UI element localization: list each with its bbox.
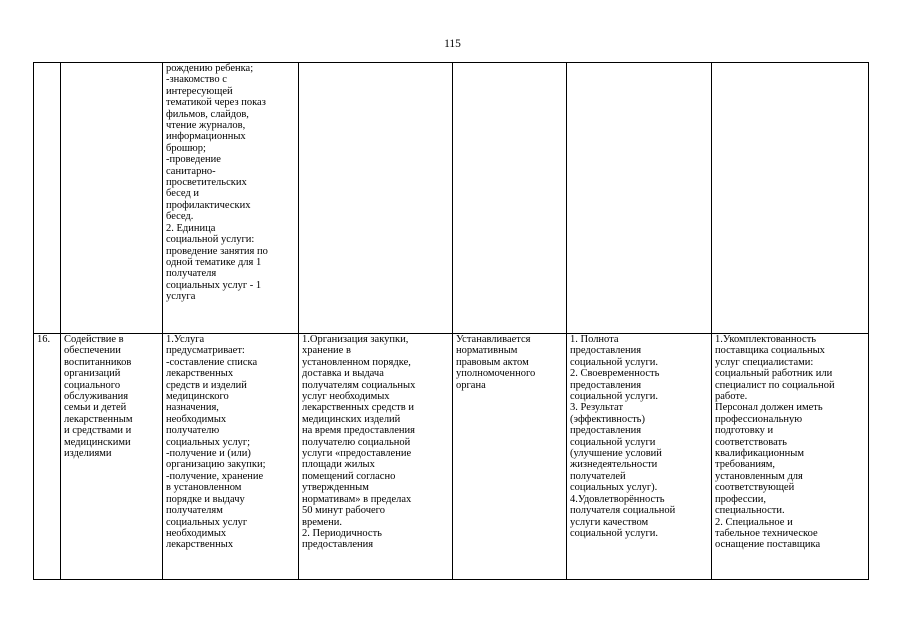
cell-cost-norm [453, 334, 567, 580]
text-line: табельное техническое [715, 527, 818, 539]
text-line: бесед и [166, 188, 200, 200]
text-line: фильмов, слайдов, [166, 108, 249, 120]
cell-service-name [61, 63, 163, 334]
cell-quality-indicators [567, 63, 712, 334]
text-line: услуги качеством [570, 516, 649, 528]
text-line: помещений согласно [302, 470, 396, 482]
text-line: жизнедеятельности [570, 459, 658, 471]
text-line: рождению ребенка; [166, 63, 254, 74]
text-line: 1.Организация закупки, [302, 334, 409, 345]
text-line: организаций [64, 368, 121, 380]
cell-number: 16. [34, 334, 61, 580]
text-line: нормативам» в пределах [302, 493, 412, 505]
text-line: предоставления [570, 379, 642, 391]
text-line: социальной услуги. [570, 391, 658, 403]
text-line: специальности. [715, 505, 785, 517]
text-line: нормативным [456, 345, 518, 357]
text-line: 50 минут рабочего [302, 505, 385, 517]
text-line: Персонал должен иметь [715, 402, 823, 414]
text-line: социальных услуг). [570, 482, 658, 494]
text-line: получателей [570, 470, 626, 482]
text-line: воспитанников [64, 356, 132, 368]
text-line: семьи и детей [64, 402, 127, 414]
text-line: работе. [715, 391, 748, 403]
text-line: поставщика социальных [715, 345, 825, 357]
text-line: лекарственным [64, 413, 133, 425]
text-line: получателям [166, 505, 223, 517]
text-line: 3. Результат [570, 402, 624, 414]
cell-conditions [712, 334, 869, 580]
page-number: 115 [444, 38, 461, 50]
cell-cost-norm [453, 63, 567, 334]
text-line: установленным для [715, 470, 803, 482]
text-line: необходимых [166, 413, 227, 425]
cell-service-content [163, 334, 299, 580]
text-line: 1. Полнота [570, 334, 619, 345]
table-row [34, 63, 869, 334]
cell-procedure [299, 63, 453, 334]
text-line: санитарно- [166, 165, 216, 177]
text-line: тематикой через показ [166, 97, 266, 109]
text-line: одной тематике для 1 [166, 256, 262, 268]
text-line: 4.Удовлетворённость [570, 493, 665, 505]
text-line: профилактических [166, 199, 251, 211]
text-line: 2. Единица [166, 222, 216, 234]
text-line: уполномоченного [456, 368, 536, 380]
text-line: доставка и выдача [302, 368, 384, 380]
text-line: услуг необходимых [302, 391, 390, 403]
cell-conditions [712, 63, 869, 334]
text-line: -проведение [166, 154, 221, 166]
text-line: назначения, [166, 402, 219, 414]
text-line: порядке и выдачу [166, 493, 245, 505]
text-line: специалист по социальной [715, 379, 835, 391]
cell-quality-indicators [567, 334, 712, 580]
text-line: получателю [166, 425, 220, 437]
text-line: информационных [166, 131, 246, 143]
text-line: лекарственных средств и [302, 402, 414, 414]
text-line: предоставления [302, 539, 374, 551]
text-line: на время предоставления [302, 425, 415, 437]
text-line: утвержденным [302, 482, 369, 494]
text-line: просветительских [166, 177, 247, 189]
text-line: услуга [166, 291, 196, 303]
text-line: социальных услуг [166, 516, 248, 528]
text-line: лекарственных [166, 368, 234, 380]
text-line: 2. Своевременность [570, 368, 660, 380]
services-table [33, 62, 869, 580]
text-line: проведение занятия по [166, 245, 268, 257]
text-line: услуги «предоставление [302, 448, 412, 460]
text-line: медицинских изделий [302, 413, 401, 425]
text-line: требованиям, [715, 459, 776, 471]
text-line: социальной услуги. [570, 527, 658, 539]
text-line: в установленном [166, 482, 242, 494]
text-line: органа [456, 379, 486, 391]
text-line: хранение в [302, 345, 351, 357]
text-line: услуг специалистами: [715, 356, 814, 368]
text-line: чтение журналов, [166, 120, 246, 132]
text-line: профессии, [715, 493, 767, 505]
text-line: 2. Специальное и [715, 516, 793, 528]
text-line: медицинского [166, 391, 229, 403]
text-line: социальной услуги [570, 436, 656, 448]
text-line: получателя социальной [570, 505, 676, 517]
text-line: средств и изделий [166, 379, 247, 391]
text-line: -получение, хранение [166, 470, 264, 482]
text-line: предоставления [570, 345, 642, 357]
cell-service-name [61, 334, 163, 580]
text-line: -получение и (или) [166, 448, 251, 460]
text-line: 1.Укомплектованность [715, 334, 817, 345]
text-line: Устанавливается [456, 334, 531, 345]
text-line: лекарственных [166, 539, 234, 551]
text-line: предоставления [570, 425, 642, 437]
text-line: предусматривает: [166, 345, 245, 357]
text-line: социальной услуги: [166, 234, 255, 246]
text-line: обеспечении [64, 345, 121, 357]
text-line: медицинскими [64, 436, 131, 448]
text-line: социального [64, 379, 121, 391]
text-line: организацию закупки; [166, 459, 266, 471]
text-line: -составление списка [166, 356, 258, 368]
text-line: соответствующей [715, 482, 795, 494]
text-line: подготовку и [715, 425, 774, 437]
text-line: площади жилых [302, 459, 375, 471]
text-line: и средствами и [64, 425, 132, 437]
text-line: изделиями [64, 448, 112, 460]
text-line: 1.Услуга [166, 334, 205, 345]
table-row [34, 334, 869, 580]
text-line: профессиональную [715, 413, 803, 425]
text-line: получателям социальных [302, 379, 416, 391]
cell-number [34, 63, 61, 334]
text-line: получателя [166, 268, 217, 280]
text-line: социальных услуг - 1 [166, 279, 262, 291]
text-line: получателю социальной [302, 436, 411, 448]
text-line: бесед. [166, 211, 194, 223]
text-line: оснащение поставщика [715, 539, 821, 551]
text-line: квалификационным [715, 448, 804, 460]
cell-service-content [163, 63, 299, 334]
text-line: (улучшение условий [570, 448, 662, 460]
text-line: соответствовать [715, 436, 787, 448]
text-line: социальных услуг; [166, 436, 251, 448]
text-line: социальный работник или [715, 368, 833, 380]
text-line: интересующей [166, 85, 233, 97]
text-line: правовым актом [456, 356, 529, 368]
text-line: (эффективность) [570, 413, 645, 425]
text-line: брошюр; [166, 142, 206, 154]
text-line: установленном порядке, [302, 356, 411, 368]
cell-procedure [299, 334, 453, 580]
text-line: времени. [302, 516, 343, 528]
text-line: Содействие в [64, 334, 124, 345]
text-line: 2. Периодичность [302, 527, 382, 539]
text-line: обслуживания [64, 391, 129, 403]
text-line: социальной услуги. [570, 356, 658, 368]
text-line: -знакомство с [166, 74, 227, 86]
text-line: необходимых [166, 527, 227, 539]
